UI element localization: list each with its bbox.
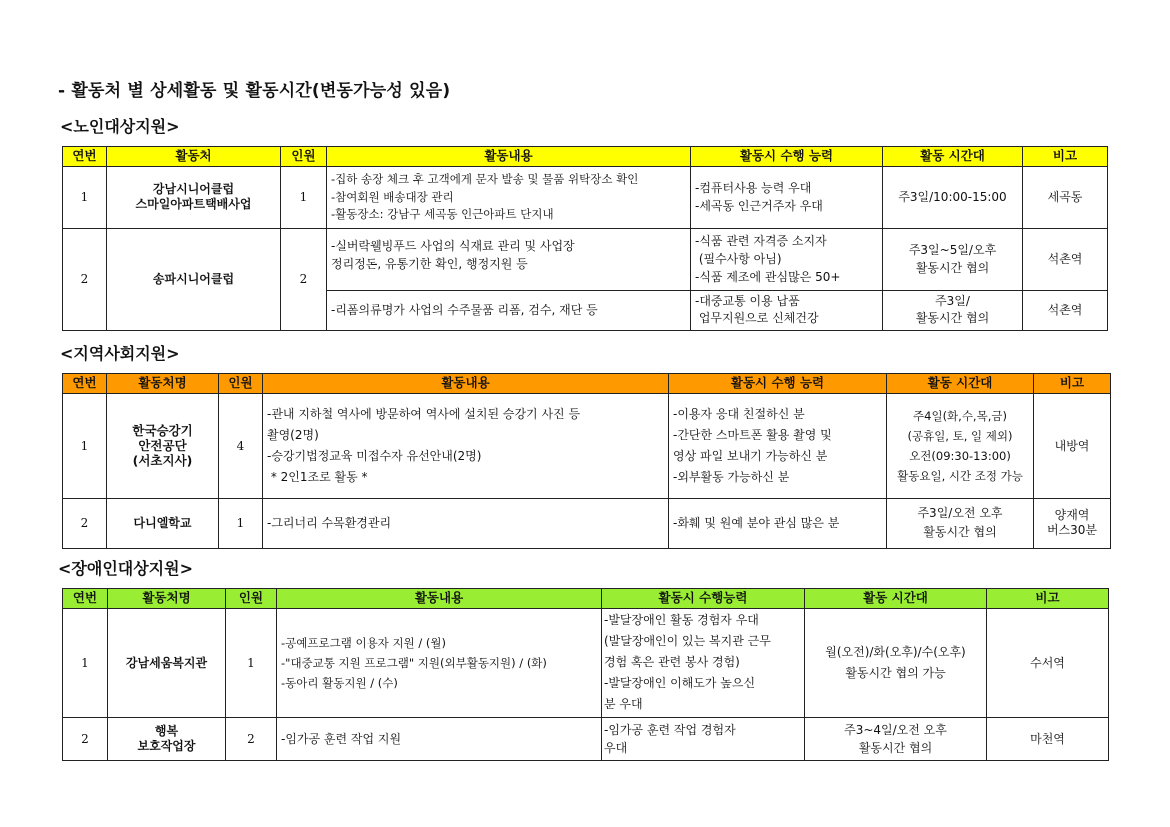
- place-line: 강남시니어클럽: [152, 182, 235, 197]
- row-time: 주3일/10:00-15:00: [883, 166, 1023, 228]
- col-header-place: 활동처: [107, 147, 281, 167]
- time-line: 주3~4일/오전 오후: [844, 722, 947, 737]
- row-ability: [691, 290, 883, 330]
- ability-line: -간단한 스마트폰 활용 촬영 및: [673, 427, 832, 442]
- row-count: 1: [281, 166, 327, 228]
- row-count: 2: [226, 717, 277, 760]
- note-line: 버스30분: [1046, 523, 1098, 538]
- col-header-place: 활동처명: [107, 374, 219, 394]
- row-place: 강남세움복지관: [108, 608, 226, 717]
- col-header-content: 활동내용: [263, 374, 669, 394]
- col-header-count: 인원: [226, 589, 277, 609]
- row-note: [1034, 498, 1111, 548]
- place-line: 스마일아파트택배사업: [135, 197, 252, 212]
- table-row: [63, 498, 1111, 548]
- table-header-row: [63, 589, 1109, 609]
- senior-support-table: [62, 146, 1108, 331]
- time-line: 월(오전)/화(오후)/수(오후): [825, 644, 966, 659]
- col-header-note: 비고: [1023, 147, 1108, 167]
- table-header-row: [63, 374, 1111, 394]
- ability-line: (발달장애인이 있는 복지관 근무: [604, 634, 771, 649]
- section-title-community-support: <지역사회지원>: [60, 344, 180, 363]
- content-line: -동아리 활동지원 / (수): [281, 675, 398, 690]
- row-note: 내방역: [1034, 393, 1111, 498]
- row-no: 2: [63, 717, 108, 760]
- row-note: 세곡동: [1023, 166, 1108, 228]
- ability-line: -임가공 훈련 작업 경험자: [604, 722, 736, 737]
- row-place: [108, 717, 226, 760]
- time-line: 활동시간 협의: [915, 261, 990, 276]
- col-header-count: 인원: [281, 147, 327, 167]
- col-header-no: 연번: [63, 589, 108, 609]
- row-place: 송파시니어클럽: [107, 228, 281, 330]
- ability-line: -식품 관련 자격증 소지자: [695, 234, 827, 249]
- section-title-senior-support: <노인대상지원>: [60, 117, 180, 136]
- ability-line: -발달장애인 이해도가 높으신: [604, 676, 756, 691]
- place-line: 보호작업장: [137, 738, 196, 753]
- col-header-ability: 활동시 수행능력: [602, 589, 805, 609]
- content-line: -승강기법정교육 미접수자 유선안내(2명): [267, 448, 482, 463]
- col-header-time: 활동 시간대: [883, 147, 1023, 167]
- col-header-count: 인원: [219, 374, 263, 394]
- row-no: 2: [63, 228, 107, 330]
- row-count: 1: [226, 608, 277, 717]
- content-line: 촬영(2명): [267, 427, 319, 442]
- time-line: 주3일/오전 오후: [917, 506, 1003, 521]
- col-header-content: 활동내용: [277, 589, 602, 609]
- col-header-time: 활동 시간대: [887, 374, 1034, 394]
- ability-line: -발달장애인 활동 경험자 우대: [604, 613, 759, 628]
- ability-line: 우대: [604, 740, 628, 755]
- content-line: -활동장소: 강남구 세곡동 인근아파트 단지내: [331, 206, 554, 221]
- col-header-note: 비고: [987, 589, 1109, 609]
- row-no: 1: [63, 608, 108, 717]
- ability-line: 업무지원으로 신체건강: [695, 311, 819, 326]
- col-header-content: 활동내용: [327, 147, 691, 167]
- row-content: -리폼의류명가 사업의 수주물품 리폼, 검수, 재단 등: [327, 290, 691, 330]
- time-line: 활동요일, 시간 조정 가능: [897, 468, 1023, 483]
- row-time: [887, 498, 1034, 548]
- col-header-time: 활동 시간대: [805, 589, 987, 609]
- ability-line: (필수사항 아님): [695, 252, 782, 267]
- row-time: [887, 393, 1034, 498]
- row-no: 1: [63, 393, 107, 498]
- content-line: -"대중교통 지원 프로그램" 지원(외부활동지원) / (화): [281, 655, 547, 670]
- row-time: [883, 290, 1023, 330]
- col-header-no: 연번: [63, 147, 107, 167]
- col-header-place: 활동처명: [108, 589, 226, 609]
- row-time: [805, 717, 987, 760]
- row-time: [805, 608, 987, 717]
- col-header-no: 연번: [63, 374, 107, 394]
- row-count: 4: [219, 393, 263, 498]
- place-line: 한국승강기: [132, 423, 193, 439]
- table-header-row: [63, 147, 1108, 167]
- row-place: [107, 166, 281, 228]
- table-row: [63, 228, 1108, 290]
- time-line: 활동시간 협의: [858, 740, 933, 755]
- row-content: [327, 166, 691, 228]
- time-line: 오전(09:30-13:00): [909, 448, 1011, 463]
- col-header-ability: 활동시 수행 능력: [691, 147, 883, 167]
- ability-line: -외부활동 가능하신 분: [673, 469, 790, 484]
- ability-line: -대중교통 이용 납품: [695, 294, 800, 309]
- row-ability: [691, 228, 883, 290]
- content-line: -공예프로그램 이용자 지원 / (월): [281, 635, 446, 650]
- row-count: 1: [219, 498, 263, 548]
- row-note: 수서역: [987, 608, 1109, 717]
- table-row: [63, 393, 1111, 498]
- ability-line: 분 우대: [604, 697, 643, 712]
- ability-line: 경험 혹은 관련 봉사 경험): [604, 655, 740, 670]
- section-title-disabled-support: <장애인대상지원>: [58, 559, 194, 578]
- content-line: 정리정돈, 유통기한 확인, 행정지원 등: [331, 256, 528, 271]
- content-line: * 2인1조로 활동 *: [267, 469, 368, 484]
- table-row: [63, 608, 1109, 717]
- content-line: -관내 지하철 역사에 방문하여 역사에 설치된 승강기 사진 등: [267, 406, 581, 421]
- row-note: 마천역: [987, 717, 1109, 760]
- ability-line: -식품 제조에 관심많은 50+: [695, 270, 841, 285]
- place-line: 행복: [154, 724, 179, 739]
- row-content: [327, 228, 691, 290]
- community-support-table: [62, 373, 1111, 549]
- place-line: (서초지사): [132, 453, 193, 469]
- time-line: 활동시간 협의 가능: [845, 665, 946, 680]
- row-ability: [669, 393, 887, 498]
- table-row: [63, 717, 1109, 760]
- note-line: 양재역: [1054, 507, 1090, 522]
- time-line: 주3일~5일/오후: [908, 243, 997, 258]
- row-ability: [602, 608, 805, 717]
- row-place: 다니엘학교: [107, 498, 219, 548]
- time-line: (공휴일, 토, 일 제외): [907, 428, 1013, 443]
- row-count: 2: [281, 228, 327, 330]
- ability-line: -이용자 응대 친절하신 분: [673, 406, 805, 421]
- time-line: 주3일/: [935, 294, 970, 309]
- ability-line: 영상 파일 보내기 가능하신 분: [673, 448, 828, 463]
- ability-line: -세곡동 인근거주자 우대: [695, 199, 823, 214]
- time-line: 주4일(화,수,목,금): [913, 408, 1007, 423]
- row-content: [277, 608, 602, 717]
- row-content: -임가공 훈련 작업 지원: [277, 717, 602, 760]
- row-ability: [691, 166, 883, 228]
- disabled-support-table: [62, 588, 1109, 761]
- table-row: [63, 166, 1108, 228]
- content-line: -실버락웰빙푸드 사업의 식재료 관리 및 사업장: [331, 238, 575, 253]
- row-ability: [602, 717, 805, 760]
- time-line: 활동시간 협의: [923, 525, 997, 540]
- row-content: -그리너리 수목환경관리: [263, 498, 669, 548]
- content-line: -참여회원 배송대장 관리: [331, 189, 454, 204]
- row-ability: -화훼 및 원예 분야 관심 많은 분: [669, 498, 887, 548]
- ability-line: -컴퓨터사용 능력 우대: [695, 181, 812, 196]
- row-time: [883, 228, 1023, 290]
- row-no: 2: [63, 498, 107, 548]
- time-line: 활동시간 협의: [915, 311, 990, 326]
- row-content: [263, 393, 669, 498]
- row-note: 석촌역: [1023, 290, 1108, 330]
- row-place: [107, 393, 219, 498]
- row-note: 석촌역: [1023, 228, 1108, 290]
- content-line: -집하 송장 체크 후 고객에게 문자 발송 및 물품 위탁장소 확인: [331, 172, 639, 187]
- place-line: 안전공단: [138, 438, 187, 454]
- document-title: - 활동처 별 상세활동 및 활동시간(변동가능성 있음): [58, 81, 451, 101]
- col-header-note: 비고: [1034, 374, 1111, 394]
- col-header-ability: 활동시 수행 능력: [669, 374, 887, 394]
- row-no: 1: [63, 166, 107, 228]
